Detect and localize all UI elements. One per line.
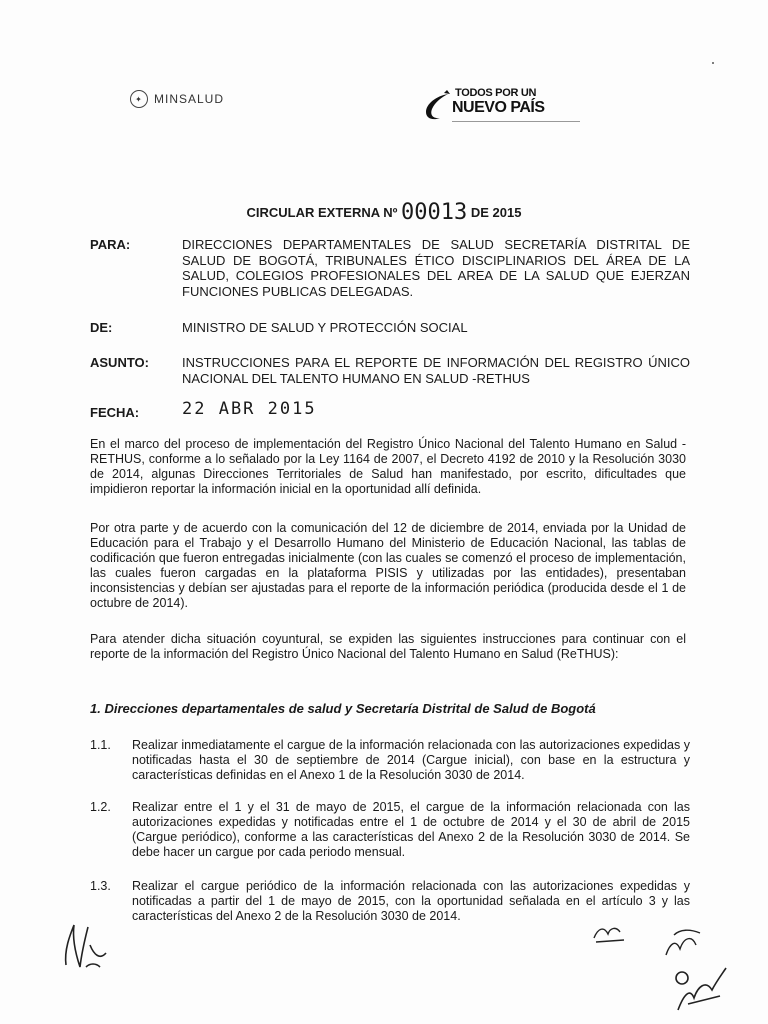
paragraph-1: En el marco del proceso de implementación del Registro Único Nacional del Talento Humano en Salud -RETHUS, conforme a lo señalado por la Ley 1164 de 2007, el Decreto 4192 de 2010 y la Resolución 3030 de 2014, algunas Direcciones Territoriales de Salud han manifestado, por escrito, dificultades que impidieron reportar la información inicial en la oportunidad allí definida. xyxy=(90,437,686,496)
logo-line-2: NUEVO PAÍS xyxy=(452,99,545,116)
item-1-1 xyxy=(90,738,690,783)
item-number: 1.2. xyxy=(90,800,111,814)
item-text: Realizar entre el 1 y el 31 de mayo de 2015, el cargue de la información relacionada con las autorizaciones expedidas y notificadas entre el 1 de octubre de 2014 y el 30 de abril de 2015 (Cargue periódico), conforme a las características del Anexo 2 de la Resolución 3030 de 2014. Se debe hacer un cargue por cada periodo mensual. xyxy=(132,800,690,859)
fecha-value: 22 ABR 2015 xyxy=(182,399,317,419)
item-text: Realizar el cargue periódico de la información relacionada con las autorizaciones expedidas y notificadas a partir del 1 de mayo de 2015, con la oportunidad señalada en el artículo 3 y las características del Anexo 2 de la Resolución 3030 de 2014. xyxy=(132,879,690,923)
asunto-label: ASUNTO: xyxy=(90,355,149,370)
de-value: MINISTRO DE SALUD Y PROTECCIÓN SOCIAL xyxy=(182,320,468,335)
logo-line-1: TODOS POR UN xyxy=(455,87,537,99)
section-1-title: 1. Direcciones departamentales de salud y Secretaría Distrital de Salud de Bogotá xyxy=(90,701,596,716)
minsalud-logo-text: MINSALUD xyxy=(154,92,225,106)
paragraph-3: Para atender dicha situación coyuntural, se expiden las siguientes instrucciones para continuar con el reporte de la información del Registro Único Nacional del Talento Humano en Salud (ReTHUS): xyxy=(90,632,686,661)
todos-por-un-nuevo-pais-logo xyxy=(422,84,582,134)
paragraph-2: Por otra parte y de acuerdo con la comunicación del 12 de diciembre de 2014, enviada por la Unidad de Educación para el Trabajo y el Desarrollo Humano del Ministerio de Educación Nacional, las tablas de codificación que fueron entregadas inicialmente (con las cuales se comenzó el proceso de implementación, las cuales fueron cargadas en la plataforma PISIS y utilizadas por las entidades), presentaban inconsistencias y debían ser ajustadas para el reporte de la información periódica (producida desde el 1 de octubre de 2014). xyxy=(90,521,686,610)
item-1-2 xyxy=(90,800,690,860)
field-asunto xyxy=(90,355,690,386)
handwritten-signature-bottom-right xyxy=(668,960,732,1020)
scan-speck xyxy=(712,62,714,64)
para-value: DIRECCIONES DEPARTAMENTALES DE SALUD SECRETARÍA DISTRITAL DE SALUD DE BOGOTÁ, TRIBUNALES ÉTICO DISCIPLINARIOS DEL ÁREA DE LA SALUD, COLEGIOS PROFESIONALES DEL AREA DE LA SALUD QUE EJERZAN FUNCIONES PUBLICAS DELEGADAS. xyxy=(182,237,690,299)
circular-number: 00013 xyxy=(401,200,468,225)
circular-title xyxy=(0,200,768,225)
handwritten-initials-right xyxy=(660,925,710,965)
para-label: PARA: xyxy=(90,237,131,252)
fecha-label: FECHA: xyxy=(90,405,140,420)
title-prefix: CIRCULAR EXTERNA Nº xyxy=(246,205,398,220)
field-de xyxy=(90,320,690,336)
item-1-3 xyxy=(90,879,690,924)
logo-underline xyxy=(452,121,580,122)
item-number: 1.1. xyxy=(90,738,111,752)
seal-icon: ✦ xyxy=(130,90,148,108)
title-suffix: DE 2015 xyxy=(470,205,522,220)
field-fecha xyxy=(90,399,690,420)
field-para xyxy=(90,237,690,299)
de-label: DE: xyxy=(90,320,113,335)
item-number: 1.3. xyxy=(90,879,111,893)
item-text: Realizar inmediatamente el cargue de la información relacionada con las autorizaciones expedidas y notificadas hasta el 30 de septiembre de 2014 (Cargue inicial), con base en la estructura y características definidas en el Anexo 1 de la Resolución 3030 de 2014. xyxy=(132,738,690,782)
asunto-value: INSTRUCCIONES PARA EL REPORTE DE INFORMACIÓN DEL REGISTRO ÚNICO NACIONAL DEL TALENTO HUMANO EN SALUD -RETHUS xyxy=(182,355,690,386)
minsalud-logo xyxy=(130,90,224,108)
swoosh-icon xyxy=(422,88,452,124)
